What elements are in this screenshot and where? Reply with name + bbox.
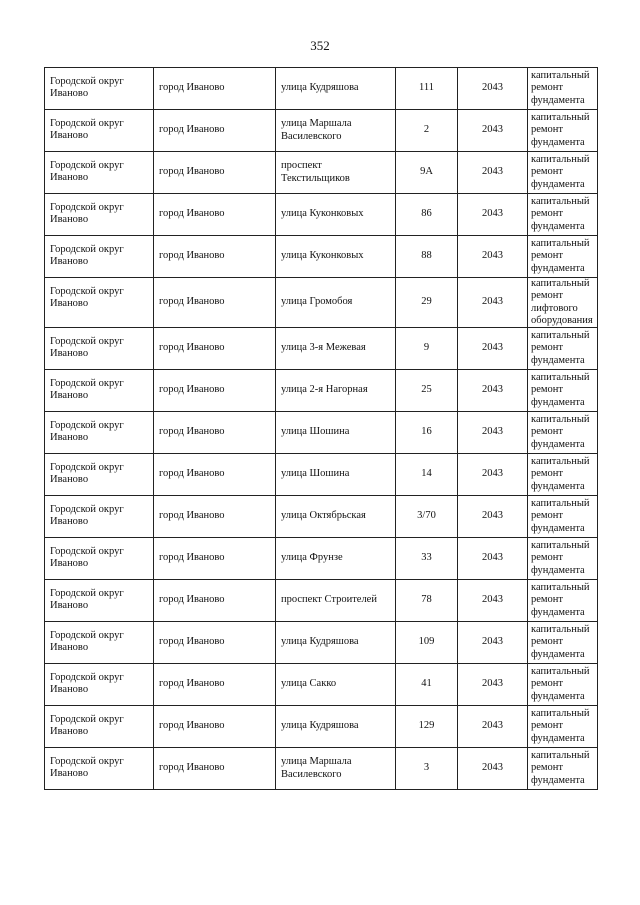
year-cell: 2043 [458, 580, 528, 622]
street-cell: улица Фрунзе [276, 538, 396, 580]
municipality-cell: Городской округ Иваново [45, 664, 154, 706]
municipality-cell: Городской округ Иваново [45, 68, 154, 110]
locality-cell: город Иваново [154, 236, 276, 278]
work-type-cell: капитальный ремонт фундамента [528, 538, 598, 580]
street-cell: улица Куконковых [276, 194, 396, 236]
house-number-cell: 109 [396, 622, 458, 664]
locality-cell: город Иваново [154, 110, 276, 152]
work-type-cell: капитальный ремонт фундамента [528, 370, 598, 412]
locality-cell: город Иваново [154, 496, 276, 538]
locality-cell: город Иваново [154, 152, 276, 194]
house-number-cell: 29 [396, 278, 458, 328]
house-number-cell: 33 [396, 538, 458, 580]
municipality-cell: Городской округ Иваново [45, 110, 154, 152]
year-cell: 2043 [458, 370, 528, 412]
work-type-cell: капитальный ремонт фундамента [528, 412, 598, 454]
year-cell: 2043 [458, 194, 528, 236]
street-cell: улица Куконковых [276, 236, 396, 278]
locality-cell: город Иваново [154, 278, 276, 328]
work-type-cell: капитальный ремонт фундамента [528, 152, 598, 194]
municipality-cell: Городской округ Иваново [45, 278, 154, 328]
municipality-cell: Городской округ Иваново [45, 328, 154, 370]
house-number-cell: 88 [396, 236, 458, 278]
street-cell: улица Шошина [276, 454, 396, 496]
locality-cell: город Иваново [154, 412, 276, 454]
table-row [45, 68, 598, 110]
table-row [45, 370, 598, 412]
street-cell: улица Маршала Василевского [276, 110, 396, 152]
year-cell: 2043 [458, 748, 528, 790]
work-type-cell: капитальный ремонт фундамента [528, 454, 598, 496]
table-row [45, 748, 598, 790]
municipality-cell: Городской округ Иваново [45, 748, 154, 790]
locality-cell: город Иваново [154, 706, 276, 748]
street-cell: улица Сакко [276, 664, 396, 706]
work-type-cell: капитальный ремонт фундамента [528, 706, 598, 748]
work-type-cell: капитальный ремонт фундамента [528, 236, 598, 278]
street-cell: проспект Текстильщиков [276, 152, 396, 194]
table-row [45, 706, 598, 748]
work-type-cell: капитальный ремонт фундамента [528, 496, 598, 538]
work-type-cell: капитальный ремонт фундамента [528, 580, 598, 622]
house-number-cell: 129 [396, 706, 458, 748]
table-row [45, 454, 598, 496]
house-number-cell: 9 [396, 328, 458, 370]
locality-cell: город Иваново [154, 622, 276, 664]
locality-cell: город Иваново [154, 328, 276, 370]
municipality-cell: Городской округ Иваново [45, 580, 154, 622]
street-cell: улица 2-я Нагорная [276, 370, 396, 412]
locality-cell: город Иваново [154, 370, 276, 412]
year-cell: 2043 [458, 236, 528, 278]
work-type-cell: капитальный ремонт фундамента [528, 328, 598, 370]
table-row [45, 194, 598, 236]
house-number-cell: 3 [396, 748, 458, 790]
municipality-cell: Городской округ Иваново [45, 370, 154, 412]
locality-cell: город Иваново [154, 748, 276, 790]
year-cell: 2043 [458, 622, 528, 664]
year-cell: 2043 [458, 68, 528, 110]
year-cell: 2043 [458, 278, 528, 328]
year-cell: 2043 [458, 412, 528, 454]
municipality-cell: Городской округ Иваново [45, 706, 154, 748]
street-cell: улица Маршала Василевского [276, 748, 396, 790]
table-row [45, 622, 598, 664]
work-type-cell: капитальный ремонт фундамента [528, 622, 598, 664]
work-type-cell: капитальный ремонт фундамента [528, 110, 598, 152]
work-type-cell: капитальный ремонт фундамента [528, 664, 598, 706]
street-cell: улица Громобоя [276, 278, 396, 328]
repair-schedule-table [44, 67, 598, 790]
municipality-cell: Городской округ Иваново [45, 236, 154, 278]
locality-cell: город Иваново [154, 454, 276, 496]
locality-cell: город Иваново [154, 580, 276, 622]
locality-cell: город Иваново [154, 68, 276, 110]
work-type-cell: капитальный ремонт лифтового оборудования [528, 278, 598, 328]
house-number-cell: 14 [396, 454, 458, 496]
house-number-cell: 86 [396, 194, 458, 236]
street-cell: улица Кудряшова [276, 68, 396, 110]
table-row [45, 152, 598, 194]
table-row [45, 496, 598, 538]
house-number-cell: 3/70 [396, 496, 458, 538]
street-cell: проспект Строителей [276, 580, 396, 622]
work-type-cell: капитальный ремонт фундамента [528, 68, 598, 110]
table-row [45, 278, 598, 328]
year-cell: 2043 [458, 706, 528, 748]
year-cell: 2043 [458, 538, 528, 580]
municipality-cell: Городской округ Иваново [45, 194, 154, 236]
municipality-cell: Городской округ Иваново [45, 412, 154, 454]
table-row [45, 110, 598, 152]
house-number-cell: 16 [396, 412, 458, 454]
year-cell: 2043 [458, 664, 528, 706]
work-type-cell: капитальный ремонт фундамента [528, 748, 598, 790]
table-row [45, 538, 598, 580]
house-number-cell: 41 [396, 664, 458, 706]
street-cell: улица Кудряшова [276, 706, 396, 748]
table-row [45, 328, 598, 370]
locality-cell: город Иваново [154, 664, 276, 706]
table-row [45, 412, 598, 454]
house-number-cell: 78 [396, 580, 458, 622]
house-number-cell: 2 [396, 110, 458, 152]
table-row [45, 580, 598, 622]
street-cell: улица Шошина [276, 412, 396, 454]
house-number-cell: 111 [396, 68, 458, 110]
municipality-cell: Городской округ Иваново [45, 454, 154, 496]
street-cell: улица Октябрьская [276, 496, 396, 538]
municipality-cell: Городской округ Иваново [45, 496, 154, 538]
locality-cell: город Иваново [154, 194, 276, 236]
table-body [45, 68, 598, 790]
municipality-cell: Городской округ Иваново [45, 538, 154, 580]
year-cell: 2043 [458, 152, 528, 194]
year-cell: 2043 [458, 328, 528, 370]
house-number-cell: 9А [396, 152, 458, 194]
house-number-cell: 25 [396, 370, 458, 412]
street-cell: улица 3-я Межевая [276, 328, 396, 370]
table-row [45, 236, 598, 278]
year-cell: 2043 [458, 110, 528, 152]
municipality-cell: Городской округ Иваново [45, 622, 154, 664]
year-cell: 2043 [458, 454, 528, 496]
work-type-cell: капитальный ремонт фундамента [528, 194, 598, 236]
street-cell: улица Кудряшова [276, 622, 396, 664]
locality-cell: город Иваново [154, 538, 276, 580]
page-number: 352 [310, 38, 330, 53]
table-row [45, 664, 598, 706]
municipality-cell: Городской округ Иваново [45, 152, 154, 194]
year-cell: 2043 [458, 496, 528, 538]
